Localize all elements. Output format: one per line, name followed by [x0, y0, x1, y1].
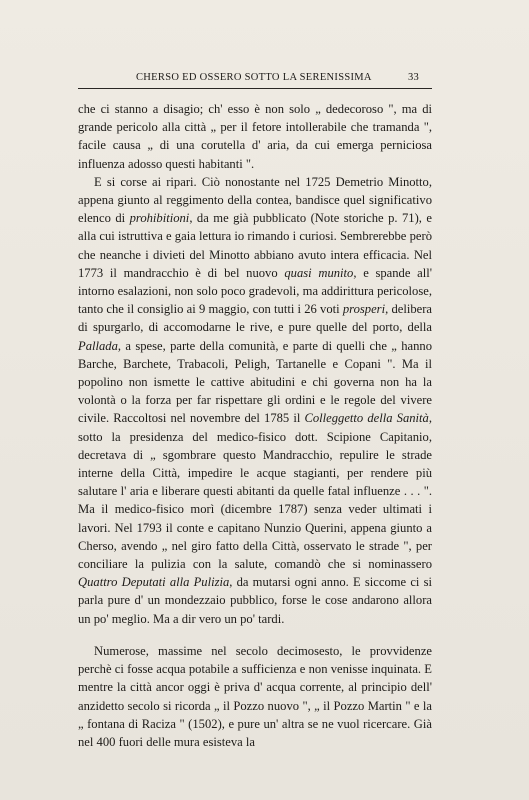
paragraph-3: Numerose, massime nel secolo decimosesto, le provvidenze perchè ci fosse acqua potabile a sufficienza e non venisse inquinata. E mentre la città ancor oggi è priva d' acqua corrente, al principio dell' anzidetto secolo si ricorda „ il Pozzo nuovo ", „ il Pozzo Martin " e la „ fontana di Raciza " (1502), e pure un' altra se ne vuol ricercare. Già nel 400 fuori delle mura esisteva la [78, 643, 432, 749]
running-title: CHERSO ED OSSERO SOTTO LA SERENISSIMA [136, 72, 372, 83]
header-rule [78, 88, 432, 89]
body-text [78, 100, 432, 751]
paragraph-1: che ci stanno a disagio; ch' esso è non solo „ dedecoroso ", ma di grande pericolo alla città „ per il fetore intollerabile che tramanda ", facile causa „ di una corutella d' aria, da cui emerga perniciosa influenza adosso questi habitanti ". [78, 102, 432, 171]
page-number: 33 [408, 72, 420, 83]
paragraph-2: E si corse ai ripari. Ciò nonostante nel 1725 Demetrio Minotto, appena giunto al reggimento della contea, bandisce quel significativo elenco di prohibitioni, da me già pubblicato (Note storiche p. 71), e alla cui istruttiva e gaia lettura io rimando i curiosi. Sembrerebbe però che neanche i divieti del Minotto abbiano avuto intera efficacia. Nel 1773 il mandracchio è di bel nuovo quasi munito, e spande all' intorno esalazioni, non solo poco gradevoli, ma addirittura pericolose, tanto che il consiglio ai 9 maggio, con tutti i 26 voti prosperi, delibera di spurgarlo, di accomodarne le rive, e pure quelle del porto, della Pallada, a spese, parte della comunità, e parte di quelli che „ hanno Barche, Barchete, Trabacoli, Peligh, Tartanelle e Copani ". Ma il popolino non ismette le cattive abitudini e chi governa non ha la volontà o la forza per far rispettare gli ordini e le regole del vivere civile. Raccoltosi nel novembre del 1785 il Colleggetto della Sanità, sotto la presidenza del medico-fisico dott. Scipione Capitanio, decretava di „ sgombrare questo Mandracchio, repulire le strade interne della Città, impedire le acque stagianti, per rendere più salutare l' aria e liberare questi abitanti da quelle fatal influenze . . . ". Ma il medico-fisico morì (dicembre 1787) senza veder ultimati i lavori. Nel 1793 il conte e capitano Nunzio Querini, appena giunto a Cherso, avendo „ nel giro fatto della Città, osservato le strade ", per conciliare la pulizia con la salute, comandò che si nominassero Quattro Deputati alla Pulizia, da mutarsi ogni anno. E siccome ci si parla pure d' un mondezzaio pubblico, forse le cose andarono allora un po' meglio. Ma a dir vero un po' tardi. [78, 174, 432, 626]
